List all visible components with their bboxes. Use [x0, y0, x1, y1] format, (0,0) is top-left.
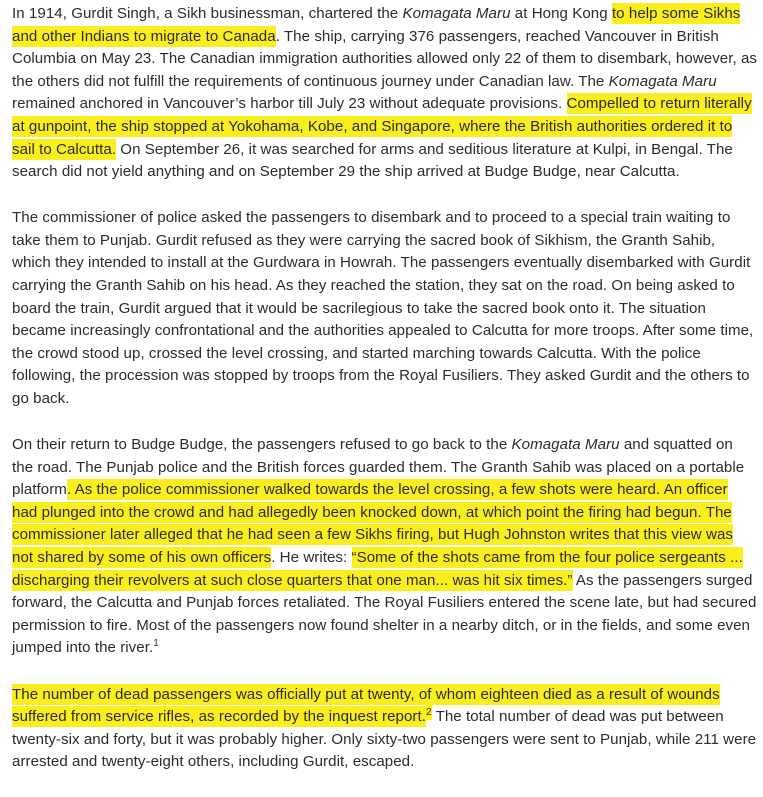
text-segment: The total number of dead was put between twenty-six and forty, but it was probably higher. Only sixty-two passengers were sent to Punjab, while 211 were arrested and twenty-eight others, including Gurdit, escaped. — [12, 708, 757, 771]
ship-name: Komagata Maru — [511, 436, 620, 454]
text-segment: On their return to Budge Budge, the passengers refused to go back to the — [12, 436, 512, 454]
text-segment: and squatted on the road. The Punjab police and the British forces guarded them. The Granth Sahib was placed on a portable platform — [12, 436, 745, 499]
text-segment: . He writes: — [271, 549, 352, 567]
highlighted-text: . As the police commissioner walked towards the level crossing, a few shots were heard. An officer had plunged into the crowd and had allegedly been knocked down, at which point the firing had begun. The commissioner later alleged that he had seen a few Sikhs firing, but Hugh Johnston writes that this view was not shared by some of his own officers — [12, 481, 733, 567]
text-segment: at Hong Kong — [510, 5, 612, 22]
paragraph — [12, 3, 757, 184]
highlighted-text: “Some of the shots came from the four police sergeants ... discharging their revolvers at such close quarters that one man... was hit six times.” — [12, 549, 743, 589]
paragraph — [12, 207, 757, 410]
footnote-ref: 1 — [153, 638, 159, 650]
paragraph — [12, 684, 757, 774]
text-segment: . The ship, carrying 376 passengers, reached Vancouver in British Columbia on May 23. The Canadian immigration authorities allowed only 22 of them to disembark, however, as the others did not fulfill the requirements of continuous journey under Canadian law. The — [12, 27, 758, 90]
highlighted-text: Compelled to return literally at gunpoint, the ship stopped at Yokohama, Kobe, and Singapore, where the British authorities ordered it to sail to Calcutta. — [12, 95, 752, 158]
highlighted-text: to help some Sikhs and other Indians to migrate to Canada — [12, 5, 741, 45]
text-segment: The commissioner of police asked the passengers to disembark and to proceed to a special train waiting to take them to Punjab. Gurdit refused as they were carrying the sacred book of Sikhism, the Granth Sahib, which they intended to install at the Gurdwara in Howrah. The passengers eventually disembarked with Gurdit carrying the Granth Sahib on his head. As they reached the station, they sat on the road. On being asked to board the train, Gurdit argued that it would be sacrilegious to take the sacred book onto it. The situation became increasingly confrontational and the authorities appealed to Calcutta for more troops. After some time, the crowd stood up, crossed the level crossing, and started marching towards Calcutta. With the police following, the procession was stopped by troops from the Royal Fusiliers. They asked Gurdit and the others to go back. — [12, 209, 754, 407]
highlighted-text: The number of dead passengers was officially put at twenty, of whom eighteen died as a result of wounds suffered from service rifles, as recorded by the inquest report. — [12, 685, 720, 726]
document-body — [12, 3, 757, 797]
text-segment: On September 26, it was searched for arms and seditious literature at Kulpi, in Bengal. The search did not yield anything and on September 29 the ship arrived at Budge Budge, near Calcutta. — [12, 140, 733, 181]
text-segment: As the passengers surged forward, the Calcutta and Punjab forces retaliated. The Royal Fusiliers entered the scene late, but had secured permission to fire. Most of the passengers now found shelter in a nearby ditch, or in the fields, and some even jumped into the river. — [12, 571, 757, 657]
ship-name: Komagata Maru — [402, 5, 511, 22]
ship-name: Komagata Maru — [608, 72, 717, 90]
paragraph — [12, 434, 757, 660]
footnote-ref: 2 — [426, 707, 432, 719]
text-segment: remained anchored in Vancouver’s harbor till July 23 without adequate provisions. — [12, 95, 567, 113]
text-segment: In 1914, Gurdit Singh, a Sikh businessman, chartered the — [12, 5, 403, 22]
